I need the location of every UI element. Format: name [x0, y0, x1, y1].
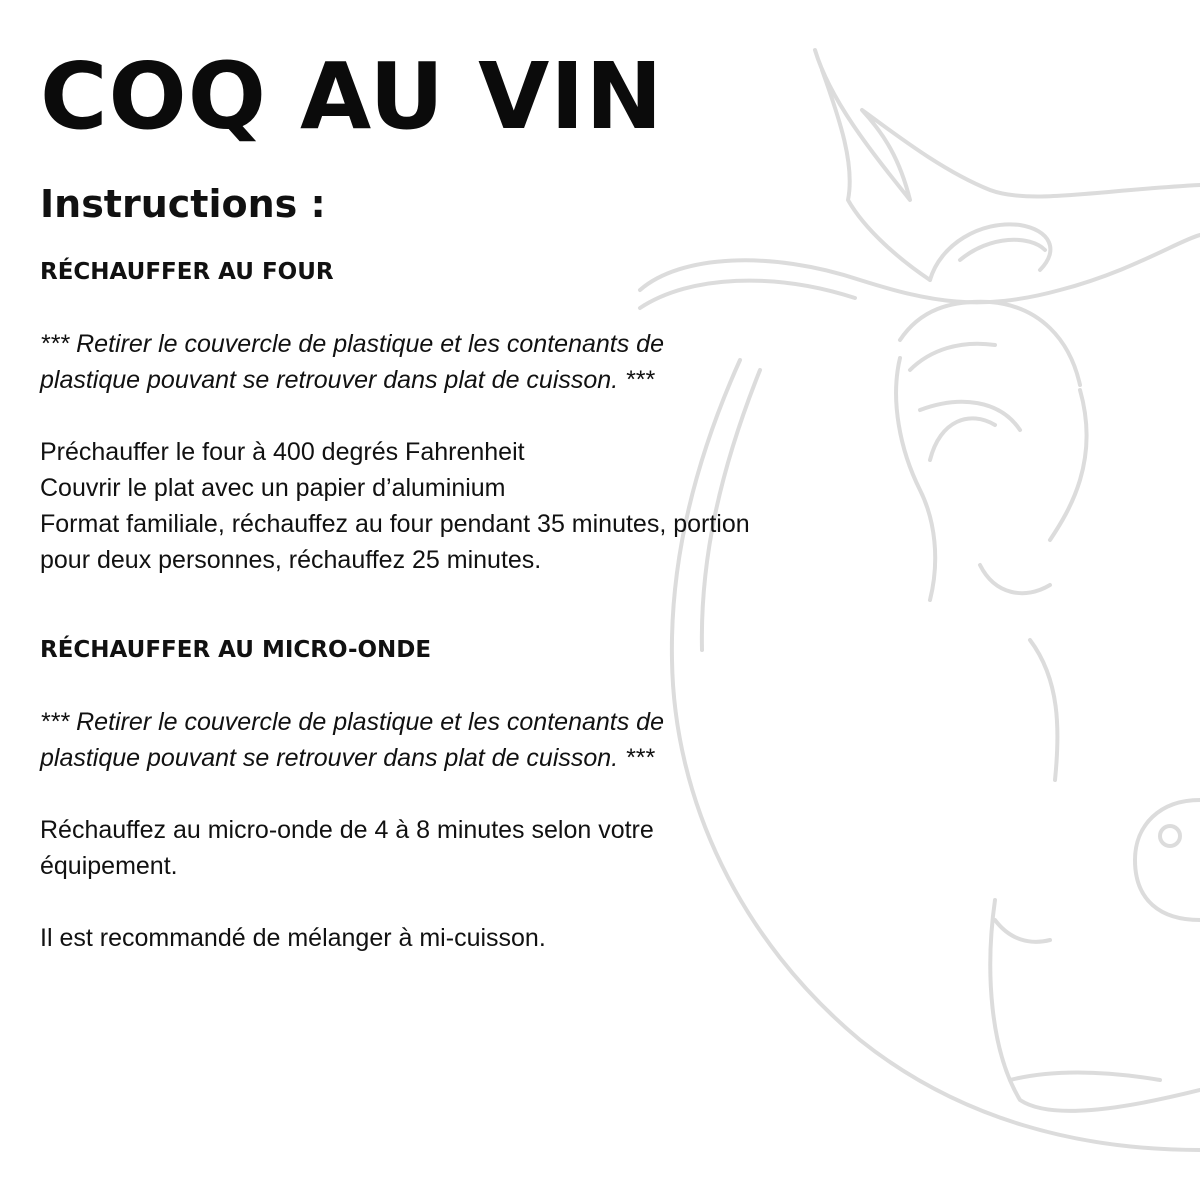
microwave-step: Réchauffez au micro-onde de 4 à 8 minutes selon votre équipement.: [40, 816, 654, 880]
oven-step-duration: Format familiale, réchauffez au four pendant 35 minutes, portion pour deux personnes, réchauffez 25 minutes.: [40, 510, 750, 574]
microwave-tip: Il est recommandé de mélanger à mi-cuisson.: [40, 924, 546, 952]
recipe-content: [40, 42, 760, 956]
oven-heading: RÉCHAUFFER AU FOUR: [40, 259, 334, 285]
oven-section: [40, 254, 760, 578]
microwave-section: [40, 632, 760, 956]
recipe-title: COQ AU VIN: [40, 43, 664, 150]
instructions-heading: Instructions :: [40, 182, 326, 226]
oven-step-cover: Couvrir le plat avec un papier d’aluminium: [40, 474, 506, 502]
oven-step-preheat: Préchauffer le four à 400 degrés Fahrenheit: [40, 438, 525, 466]
microwave-warning-note: *** Retirer le couvercle de plastique et les contenants de plastique pouvant se retrouver dans plat de cuisson. ***: [40, 708, 664, 772]
microwave-heading: RÉCHAUFFER AU MICRO-ONDE: [40, 637, 432, 663]
oven-steps: [40, 434, 760, 578]
oven-warning-note: *** Retirer le couvercle de plastique et les contenants de plastique pouvant se retrouver dans plat de cuisson. ***: [40, 330, 664, 394]
